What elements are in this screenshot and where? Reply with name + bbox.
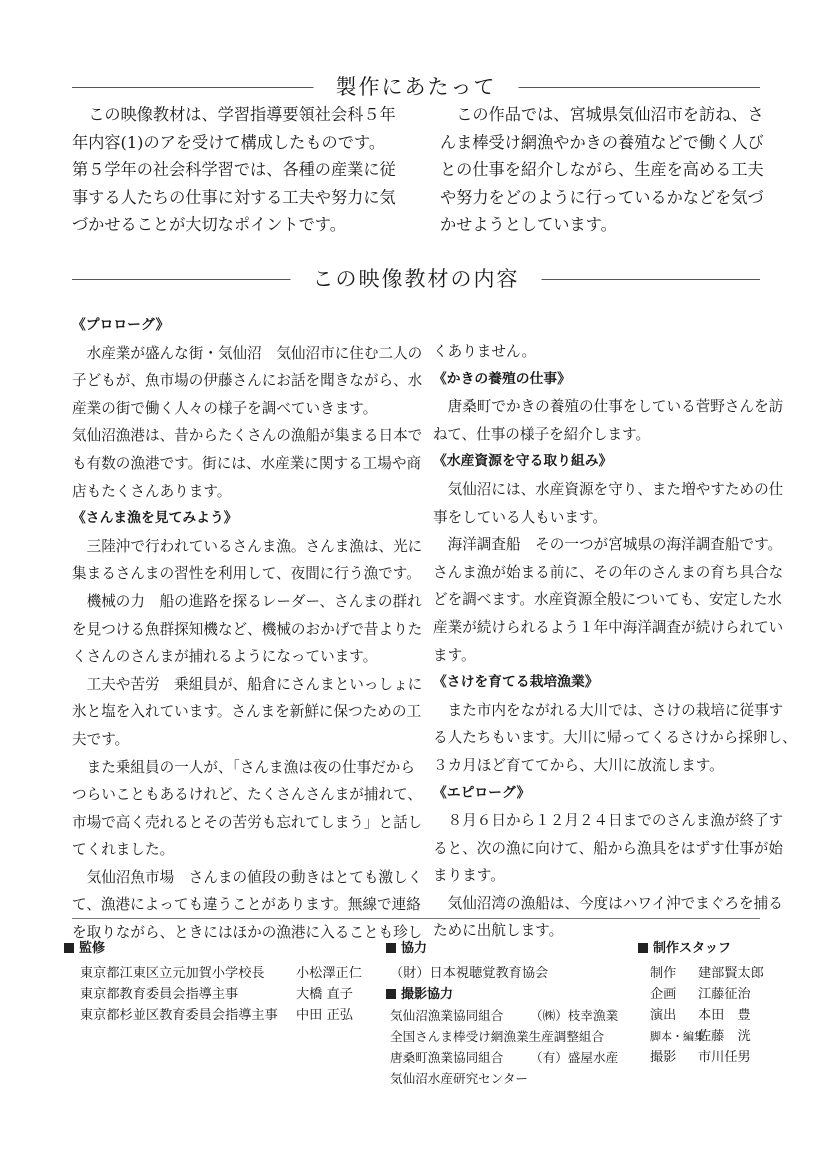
body-line: 集まるさんまの習性を利用して、夜間に行う漁です。 (72, 565, 421, 583)
body-line: 市場で高く売れるとその苦労も忘れてしまう」と話し (72, 813, 423, 831)
list-item: 唐桑町漁業協同組合 （有）盛屋水産 (390, 1050, 619, 1065)
body-line: ８月６日から１２月２４日までのさんま漁が終了す (447, 812, 784, 830)
body-line: 気仙沼漁港は、昔からたくさんの漁船が集まる日本で (72, 427, 423, 445)
body-line: て、漁港によっても違うことがあります。無線で連絡 (72, 896, 421, 914)
section-heading: 《さけを育てる栽培漁業》 (433, 674, 599, 691)
body-line: 事をしている人もいます。 (433, 508, 607, 526)
intro-left-column (72, 101, 412, 239)
list-item: 東京都江東区立元加賀小学校長 小松澤正仁 (80, 966, 362, 981)
body-line: また乗組員の一人が、「さんま漁は夜の仕事だから (86, 758, 415, 776)
credits-divider (72, 918, 760, 919)
body-line: ねて、仕事の様子を紹介します。 (433, 425, 651, 443)
body-line: 店もたくさんあります。 (72, 482, 232, 500)
body-line: 工夫や苦労 乗組員が、船倉にさんまといっしょに (86, 675, 423, 693)
list-item: 企画 江藤征治 (650, 987, 751, 1002)
body-line: 夫です。 (72, 730, 130, 748)
list-item: 脚本・編集 佐藤 洸 (650, 1029, 751, 1044)
cooperation-org: （財）日本視聴覚教育協会 (390, 966, 549, 981)
body-line: 氷と塩を入れています。さんまを新鮮に保つための工 (72, 703, 422, 721)
square-bullet-icon (64, 943, 74, 953)
body-line: も有数の漁港です。街には、水産業に関する工場や商 (72, 454, 422, 472)
intro-line: この作品では、宮城県気仙沼市を訪ね、さ (456, 105, 764, 124)
body-line: ３カ月ほど育ててから、大川に放流します。 (433, 756, 724, 774)
body-line: 気仙沼魚市場 さんまの値段の動きはとても激しく (86, 868, 423, 886)
contents-heading: この映像教材の内容 (291, 266, 542, 292)
intro-line: や努力をどのように行っているかなどを気づ (440, 187, 764, 207)
body-line: 産業が続けられるよう１年中海洋調査が続けられてい (433, 618, 784, 636)
section-heading: 《プロローグ》 (72, 317, 170, 333)
section-heading: 《水産資源を守る取り組み》 (433, 453, 613, 470)
intro-line: との仕事を紹介しながら、生産を高める工夫 (440, 160, 764, 179)
section-heading: 《エピローグ》 (433, 784, 531, 801)
body-line: ために出航します。 (433, 922, 564, 940)
intro-line: んま棒受け網漁やかきの養殖などで働く人び (440, 132, 764, 152)
list-item: 東京都杉並区教育委員会指導主事 中田 正弘 (80, 1008, 353, 1023)
body-line: を取りながら、ときにはほかの漁港に入ることも珍し (72, 924, 423, 942)
intro-right-column (440, 101, 780, 239)
intro-line: 第５学年の社会科学習では、各種の産業に従 (72, 160, 396, 179)
body-line: くさんのさんまが捕れるようになっています。 (72, 648, 378, 666)
body-line: てくれました。 (72, 841, 175, 859)
body-line: ると、次の漁に向けて、船から漁具をはずす仕事が始 (433, 839, 783, 857)
shoot-cooperation-list (386, 1005, 636, 1089)
staff-block (638, 938, 798, 1068)
square-bullet-icon (638, 943, 648, 953)
body-line: 気仙沼には、水産資源を守り、また増やすための仕 (447, 480, 784, 498)
shoot-cooperation-heading: 撮影協力 (386, 984, 636, 1005)
body-line: る人たちもいます。大川に帰ってくるさけから採卵し、 (433, 729, 797, 747)
body-line: 子どもが、魚市場の伊藤さんにお話を聞きながら、水 (72, 372, 423, 390)
body-line: 唐桑町でかきの養殖の仕事をしている菅野さんを訪 (447, 398, 784, 416)
intro-line: 年内容(1)のアを受けて構成したものです。 (72, 132, 386, 152)
list-item: 気仙沼漁業協同組合 （㈱）枝幸漁業 (390, 1008, 619, 1023)
intro-line: この映像教材は、学習指導要領社会科５年 (88, 105, 396, 124)
square-bullet-icon (386, 943, 396, 953)
body-line: 三陸沖で行われているさんま漁。さんま漁は、光に (86, 537, 423, 555)
body-line: さんま漁が始まる前に、その年のさんまの育ち具合な (433, 563, 784, 581)
list-item: 気仙沼水産研究センター (390, 1071, 529, 1086)
body-line: ます。 (433, 646, 476, 664)
list-item: 撮影 市川任男 (650, 1050, 751, 1065)
body-line: 機械の力 船の進路を探るレーダー、さんまの群れ (86, 592, 422, 610)
intro-line: 事する人たちの仕事に対する工夫や努力に気 (72, 187, 396, 207)
body-line: まります。 (433, 867, 505, 885)
section-heading: 《さんま漁を見てみよう》 (72, 510, 238, 527)
supervision-heading: 監修 (64, 938, 382, 959)
square-bullet-icon (386, 989, 396, 999)
contents-right-column (433, 338, 797, 945)
body-line: 海洋調査船 その一つが宮城県の海洋調査船です。 (447, 536, 783, 554)
intro-line: かせようとしています。 (440, 215, 617, 234)
list-item: 東京都教育委員会指導主事 大橋 直子 (80, 987, 353, 1002)
intro-line: づかせることが大切なポイントです。 (72, 215, 346, 234)
body-line: くありません。 (433, 343, 537, 360)
supervision-block (64, 938, 382, 1026)
list-item: 演出 本田 豊 (650, 1008, 751, 1023)
list-item: 全国さんま棒受け網漁業生産調整組合 (390, 1029, 605, 1044)
list-item: 制作 建部賢太郎 (650, 966, 764, 981)
section-heading: 《かきの養殖の仕事》 (433, 370, 571, 387)
body-line: 気仙沼湾の漁船は、今度はハワイ沖でまぐろを捕る (447, 894, 783, 912)
staff-list (638, 963, 798, 1068)
body-line: 産業の街で働く人々の様子を調べていきます。 (72, 399, 378, 417)
body-line: 水産業が盛んな街・気仙沼 気仙沼市に住む二人の (86, 344, 423, 362)
staff-heading: 制作スタッフ (638, 938, 798, 959)
contents-heading-bar (72, 266, 760, 296)
body-line: つらいこともあるけれど、たくさんさんまが捕れて、 (72, 786, 422, 804)
production-heading-bar (72, 74, 760, 104)
cooperation-heading: 協力 (386, 938, 636, 959)
body-line: また市内をながれる大川では、さけの栽培に従事す (447, 701, 784, 719)
production-heading: 製作にあたって (314, 74, 519, 100)
supervision-list (64, 963, 382, 1026)
cooperation-block (386, 938, 636, 1089)
body-line: どを調べます。水産資源全般についても、安定した水 (433, 591, 782, 609)
body-line: を見つける魚群探知機など、機械のおかげで昔よりた (72, 620, 423, 638)
contents-left-column (72, 312, 423, 947)
